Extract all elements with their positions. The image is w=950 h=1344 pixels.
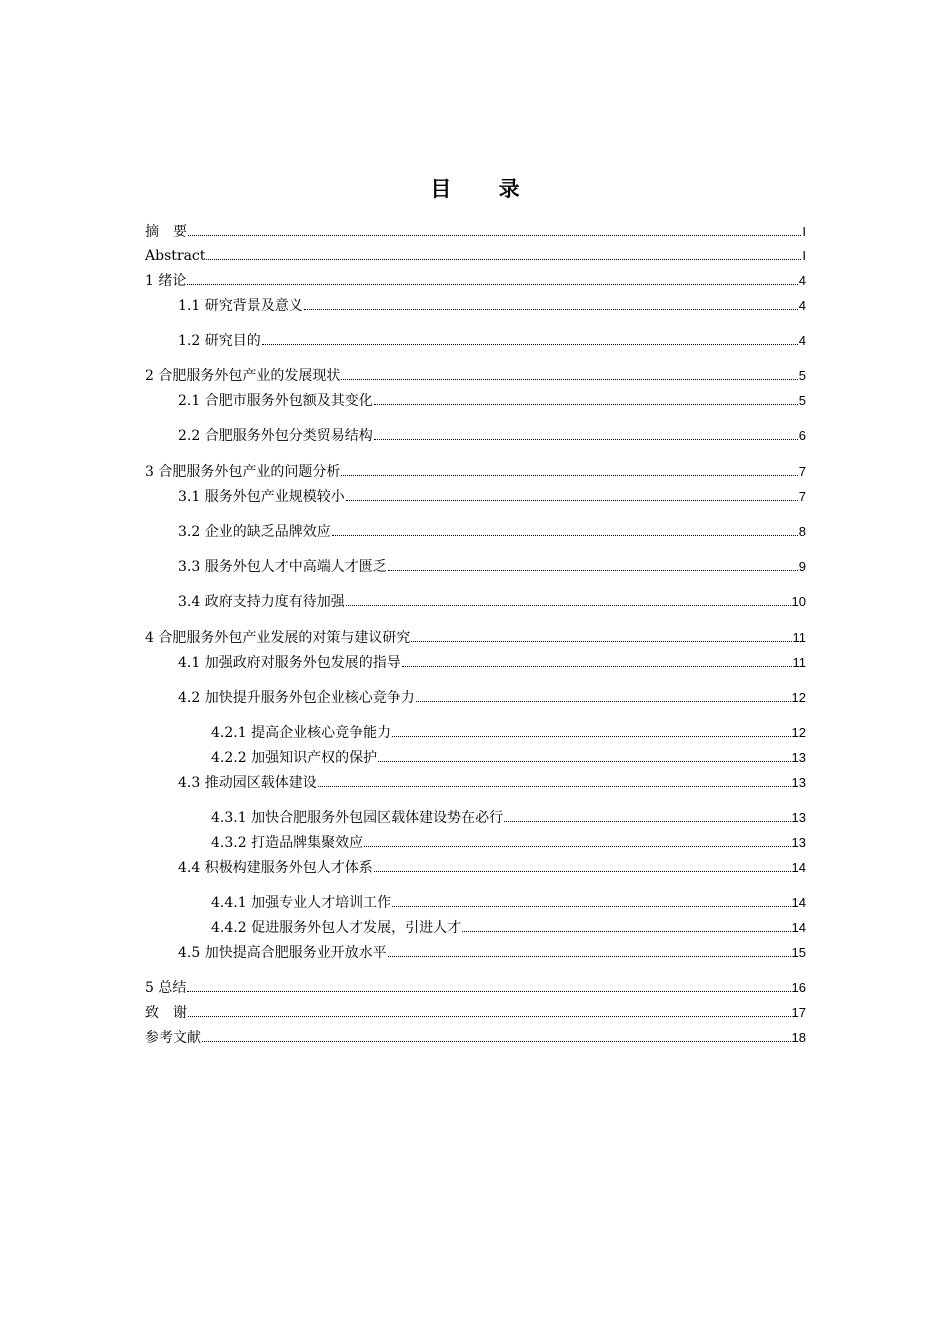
toc-dot-leader xyxy=(388,956,791,957)
toc-entry[interactable] xyxy=(178,557,806,577)
toc-entry[interactable] xyxy=(145,462,806,482)
toc-dot-leader xyxy=(374,439,798,440)
toc-entry[interactable] xyxy=(145,222,806,242)
toc-entry[interactable] xyxy=(178,296,806,316)
toc-page-number: 11 xyxy=(792,630,806,645)
toc-entry[interactable] xyxy=(145,1003,806,1023)
toc-entry-text: 4.2.1 提高企业核心竞争能力 xyxy=(211,725,392,741)
toc-entry-text: 摘 要 xyxy=(145,224,187,240)
toc-dot-leader xyxy=(346,500,798,501)
toc-page-number: 4 xyxy=(798,333,806,348)
toc-entry-text: 4.4.2 促进服务外包人才发展，引进人才 xyxy=(211,920,462,936)
toc-dot-leader xyxy=(416,701,791,702)
toc-page-number: 4 xyxy=(798,298,806,313)
toc-entry-text: 3.2 企业的缺乏品牌效应 xyxy=(178,524,331,540)
toc-dot-leader xyxy=(462,931,790,932)
toc-page-number: 12 xyxy=(791,725,806,740)
toc-dot-leader xyxy=(411,641,791,642)
toc-dot-leader xyxy=(346,605,791,606)
toc-page-number: 13 xyxy=(791,750,806,765)
toc-entry-text: 1.1 研究背景及意义 xyxy=(178,298,303,314)
toc-dot-leader xyxy=(187,284,797,285)
toc-entry-text: 4.3.2 打造品牌集聚效应 xyxy=(211,835,364,851)
toc-entry[interactable] xyxy=(178,943,806,963)
toc-page-number: 13 xyxy=(791,835,806,850)
toc-entry-text: 3.4 政府支持力度有待加强 xyxy=(178,594,345,610)
toc-dot-leader xyxy=(378,761,790,762)
toc-dot-leader xyxy=(188,235,801,236)
toc-entry[interactable] xyxy=(145,246,806,266)
toc-page-number: 5 xyxy=(798,368,806,383)
toc-dot-leader xyxy=(392,906,790,907)
toc-page-number: 5 xyxy=(798,393,806,408)
toc-dot-leader xyxy=(374,404,798,405)
toc-entry-text: 参考文献 xyxy=(145,1030,201,1046)
toc-page-number: 16 xyxy=(791,980,806,995)
toc-entry[interactable] xyxy=(211,723,806,743)
toc-entry[interactable] xyxy=(211,833,806,853)
toc-page-number: 14 xyxy=(791,860,806,875)
toc-page-number: 18 xyxy=(791,1030,806,1045)
toc-entry-text: 4.4.1 加强专业人才培训工作 xyxy=(211,895,392,911)
toc-dot-leader xyxy=(202,1041,791,1042)
toc-entry-text: 4.3.1 加快合肥服务外包园区载体建设势在必行 xyxy=(211,810,504,826)
toc-dot-leader xyxy=(188,1016,791,1017)
toc-dot-leader xyxy=(318,786,791,787)
toc-entry[interactable] xyxy=(178,522,806,542)
toc-entry[interactable] xyxy=(145,366,806,386)
toc-page-number: 13 xyxy=(791,775,806,790)
toc-page-number: 10 xyxy=(791,594,806,609)
toc-entry[interactable] xyxy=(211,918,806,938)
toc-page-number: 15 xyxy=(791,945,806,960)
toc-entry[interactable] xyxy=(145,271,806,291)
toc-entry[interactable] xyxy=(178,426,806,446)
toc-entry[interactable] xyxy=(178,858,806,878)
toc-entry-text: 3.3 服务外包人才中高端人才匮乏 xyxy=(178,559,387,575)
toc-page-number: I xyxy=(802,224,806,239)
toc-entry-text: 2.1 合肥市服务外包额及其变化 xyxy=(178,393,373,409)
toc-page-number: 7 xyxy=(798,464,806,479)
toc-dot-leader xyxy=(388,570,798,571)
toc-entry-text: 4.5 加快提高合肥服务业开放水平 xyxy=(178,945,387,961)
toc-page-number: I xyxy=(802,248,806,263)
toc-entry[interactable] xyxy=(145,628,806,648)
toc-entry[interactable] xyxy=(178,653,806,673)
toc-dot-leader xyxy=(374,871,791,872)
toc-entry-text: 1 绪论 xyxy=(145,273,187,289)
toc-page-number: 6 xyxy=(798,428,806,443)
toc-page-number: 17 xyxy=(791,1005,806,1020)
toc-entry-text: 1.2 研究目的 xyxy=(178,333,261,349)
toc-entry-text: 4.4 积极构建服务外包人才体系 xyxy=(178,860,373,876)
toc-entry-text: 4.1 加强政府对服务外包发展的指导 xyxy=(178,655,401,671)
toc-title: 目 录 xyxy=(430,176,540,201)
toc-entry[interactable] xyxy=(145,1028,806,1048)
toc-page-number: 12 xyxy=(791,690,806,705)
toc-page-number: 14 xyxy=(791,920,806,935)
toc-entry[interactable] xyxy=(145,978,806,998)
toc-page-number: 11 xyxy=(792,655,806,670)
toc-entry-text: 3.1 服务外包产业规模较小 xyxy=(178,489,345,505)
toc-entry-text: 4.3 推动园区载体建设 xyxy=(178,775,317,791)
toc-entry-text: Abstract xyxy=(145,248,206,264)
toc-entry-text: 4 合肥服务外包产业发展的对策与建议研究 xyxy=(145,630,411,646)
toc-entry-text: 3 合肥服务外包产业的问题分析 xyxy=(145,464,341,480)
toc-dot-leader xyxy=(187,991,790,992)
toc-entry-text: 4.2 加快提升服务外包企业核心竞争力 xyxy=(178,690,415,706)
toc-dot-leader xyxy=(332,535,798,536)
toc-dot-leader xyxy=(392,736,790,737)
toc-page-number: 7 xyxy=(798,489,806,504)
toc-entry-text: 2 合肥服务外包产业的发展现状 xyxy=(145,368,341,384)
toc-entry[interactable] xyxy=(178,773,806,793)
toc-entry-text: 致 谢 xyxy=(145,1005,187,1021)
toc-page-number: 9 xyxy=(798,559,806,574)
toc-entry[interactable] xyxy=(178,592,806,612)
toc-page-number: 13 xyxy=(791,810,806,825)
toc-entry[interactable] xyxy=(211,893,806,913)
toc-entry[interactable] xyxy=(211,748,806,768)
toc-entry-text: 2.2 合肥服务外包分类贸易结构 xyxy=(178,428,373,444)
toc-dot-leader xyxy=(341,475,797,476)
toc-entry[interactable] xyxy=(211,808,806,828)
toc-dot-leader xyxy=(364,846,790,847)
toc-dot-leader xyxy=(341,379,797,380)
toc-dot-leader xyxy=(402,666,792,667)
toc-entry[interactable] xyxy=(178,688,806,708)
toc-page-number: 4 xyxy=(798,273,806,288)
toc-entry[interactable] xyxy=(178,331,806,351)
toc-entry-text: 4.2.2 加强知识产权的保护 xyxy=(211,750,378,766)
toc-dot-leader xyxy=(504,821,790,822)
toc-dot-leader xyxy=(304,309,798,310)
toc-dot-leader xyxy=(262,344,798,345)
toc-entry[interactable] xyxy=(178,391,806,411)
toc-entry-text: 5 总结 xyxy=(145,980,187,996)
toc-page-number: 8 xyxy=(798,524,806,539)
toc-dot-leader xyxy=(206,259,801,260)
toc-entry[interactable] xyxy=(178,487,806,507)
toc-page-number: 14 xyxy=(791,895,806,910)
